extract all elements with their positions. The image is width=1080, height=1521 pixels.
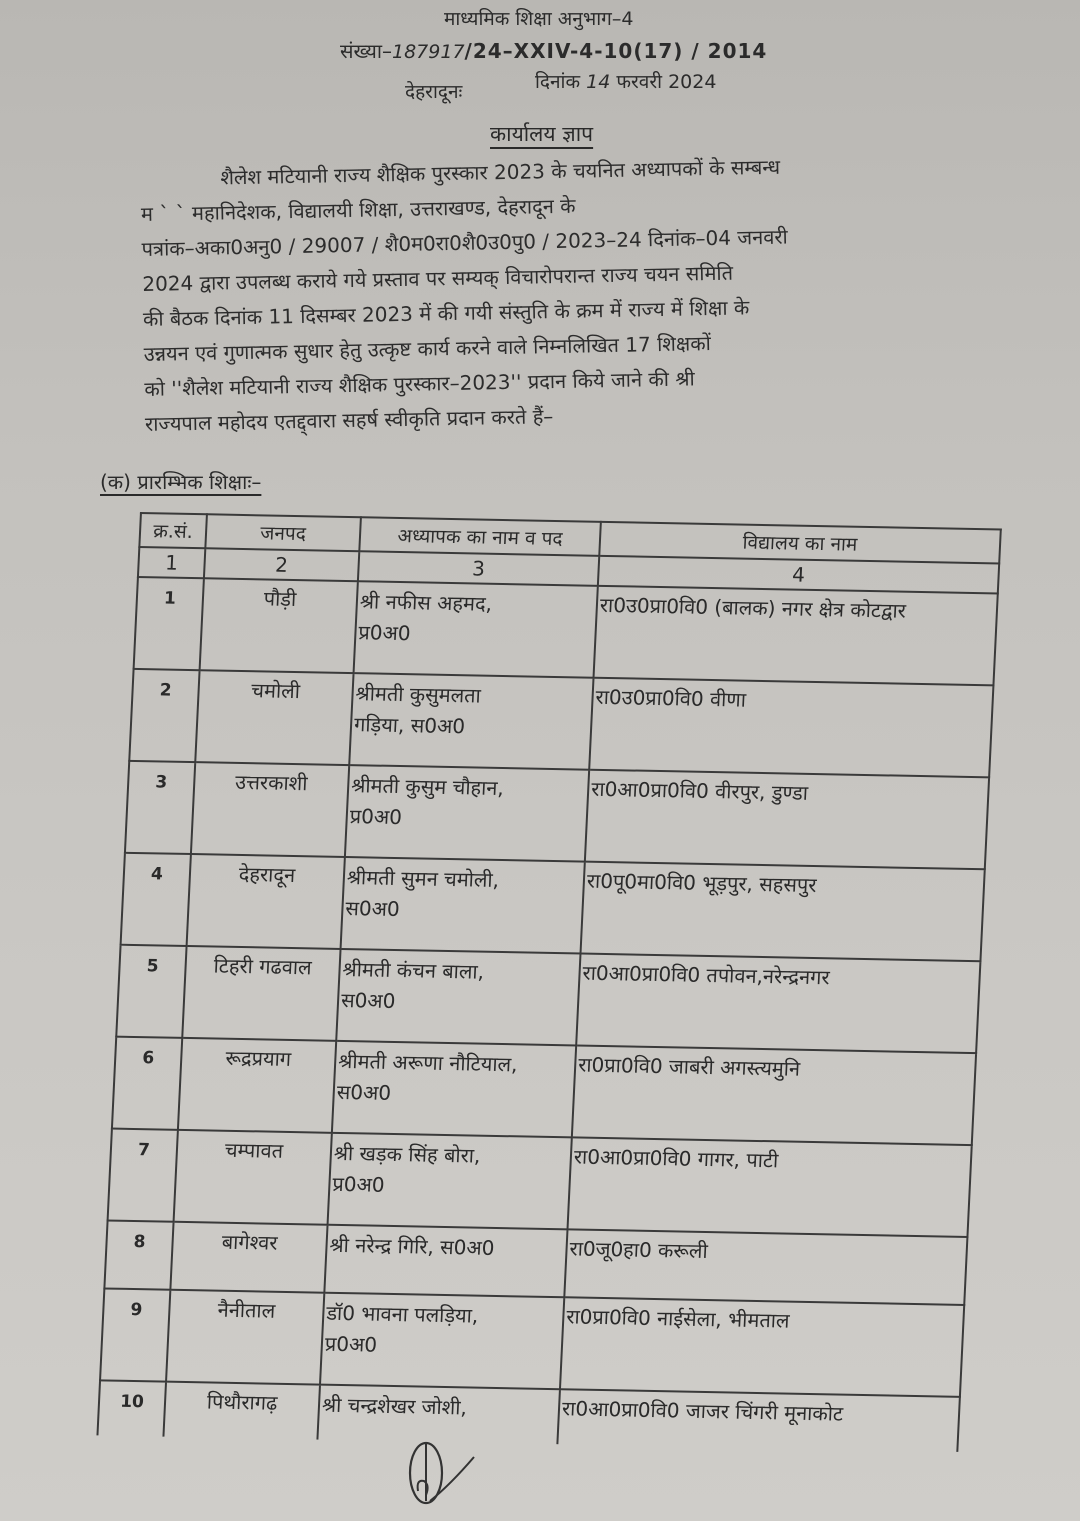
teacher-cell — [332, 1041, 576, 1138]
district-cell: पौड़ी — [200, 578, 358, 673]
district-cell: उत्तरकाशी — [191, 762, 349, 857]
header-school: विद्यालय का नाम — [599, 522, 1001, 564]
serial-cell: 6 — [112, 1037, 182, 1130]
school-cell: रा0आ0प्रा0वि0 गागर, पाटी — [568, 1137, 972, 1237]
teacher-cell — [336, 949, 580, 1046]
teacher-cell — [341, 857, 585, 954]
date-day: 14 — [586, 71, 611, 93]
school-cell: रा0आ0प्रा0वि0 तपोवन,नरेन्द्रनगर — [576, 954, 980, 1054]
teacher-cell — [320, 1293, 564, 1390]
table-row — [125, 761, 989, 869]
reference-number-label: संख्या– — [340, 39, 392, 63]
district-cell: रूद्रप्रयाग — [178, 1038, 336, 1133]
teacher-post: स0अ0 — [336, 1079, 392, 1105]
signature-icon — [400, 1435, 480, 1507]
teacher-name: श्री खड़क सिंह बोरा, — [333, 1140, 481, 1168]
school-cell: रा0उ0प्रा0वि0 (बालक) नगर क्षेत्र कोटद्वार — [594, 586, 998, 686]
header-teacher: अध्यापक का नाम व पद — [359, 517, 601, 556]
memo-date — [535, 68, 716, 94]
awardees-table — [96, 512, 1001, 1452]
paragraph-line: 2024 द्वारा उपलब्ध कराये गये प्रस्ताव पर सम्यक् विचारोपरान्त राज्य चयन समिति — [142, 260, 734, 296]
table-row — [100, 1288, 964, 1396]
school-cell: रा0जू0हा0 करूली — [564, 1229, 967, 1305]
reference-number-code: /24–XXIV-4-10(17) / 2014 — [464, 39, 768, 63]
teacher-name: श्री चन्द्रशेखर जोशी, — [321, 1392, 468, 1420]
paragraph-line: उन्नयन एवं गुणात्मक सुधार हेतु उत्कृष्ट कार्य करने वाले निम्नलिखित 17 शिक्षकों — [143, 331, 711, 366]
serial-cell: 10 — [97, 1380, 166, 1436]
memo-body-paragraph — [140, 145, 1025, 442]
table-row — [116, 945, 980, 1053]
column-number: 1 — [138, 547, 205, 578]
column-number: 4 — [598, 556, 999, 594]
serial-cell: 7 — [108, 1129, 178, 1222]
teacher-post: प्र0अ0 — [331, 1171, 386, 1197]
column-number: 2 — [204, 548, 359, 581]
serial-cell: 5 — [116, 945, 186, 1038]
teacher-cell — [349, 673, 593, 770]
district-cell: पिथौरागढ़ — [163, 1382, 320, 1440]
teacher-cell — [324, 1225, 567, 1298]
teacher-name: श्रीमती कंचन बाला, — [342, 956, 485, 984]
teacher-post: प्र0अ0 — [357, 620, 412, 646]
table-row — [108, 1129, 972, 1237]
serial-cell: 1 — [134, 577, 204, 670]
serial-cell: 3 — [125, 761, 195, 854]
teacher-post: स0अ0 — [344, 896, 401, 922]
table-row — [112, 1037, 976, 1145]
date-label: दिनांक — [535, 71, 581, 93]
teacher-cell — [328, 1133, 572, 1230]
teacher-post: प्र0अ0 — [324, 1331, 378, 1357]
paragraph-line: म ` ` महानिदेशक, विद्यालयी शिक्षा, उत्तराखण्ड, देहरादून के — [140, 193, 576, 226]
teacher-name: श्री नफीस अहमद, — [359, 589, 493, 616]
teacher-name: श्रीमती अरूणा नौटियाल, — [337, 1048, 519, 1077]
serial-cell: 8 — [104, 1221, 173, 1290]
serial-cell: 2 — [129, 669, 199, 762]
teacher-name: श्रीमती कुसुमलता — [355, 681, 482, 708]
school-cell: रा0आ0प्रा0वि0 वीरपुर, डुण्डा — [585, 770, 989, 870]
teacher-cell — [354, 581, 598, 678]
department-section: माध्यमिक शिक्षा अनुभाग–4 — [444, 8, 634, 30]
paragraph-line: पत्रांक–अका0अनु0 / 29007 / शै0म0रा0शै0उ0पु0 / 2023–24 दिनांक–04 जनवरी — [141, 224, 788, 261]
teacher-name: डॉ0 भावना पलड़िया, — [325, 1300, 479, 1328]
table-row — [129, 669, 993, 777]
school-cell: रा0आ0प्रा0वि0 जाजर चिंगरी मूनाकोट — [557, 1389, 960, 1452]
teacher-cell — [345, 765, 589, 862]
teacher-name: श्रीमती कुसुम चौहान, — [350, 773, 505, 801]
header-serial: क्र.सं. — [139, 513, 207, 548]
paragraph-line: को ''शैलेश मटियानी राज्य शैक्षिक पुरस्कार–2023'' प्रदान किये जाने की श्री — [144, 366, 695, 401]
table-row — [134, 577, 998, 685]
column-number: 3 — [358, 551, 599, 586]
paragraph-line: की बैठक दिनांक 11 दिसम्बर 2023 में की गयी संस्तुति के क्रम में राज्य में शिक्षा के — [142, 295, 750, 331]
paragraph-line: शैलेश मटियानी राज्य शैक्षिक पुरस्कार 2023 के चयनित अध्यापकों के सम्बन्ध — [220, 154, 781, 190]
serial-cell: 9 — [100, 1288, 170, 1381]
district-cell: चमोली — [195, 670, 353, 765]
teacher-name: श्री नरेन्द्र गिरि, स0अ0 — [329, 1232, 496, 1260]
teacher-post: प्र0अ0 — [349, 804, 403, 830]
district-cell: टिहरी गढवाल — [182, 946, 340, 1041]
school-cell: रा0प्रा0वि0 नाईसेला, भीमताल — [560, 1297, 964, 1397]
header-district: जनपद — [205, 514, 361, 551]
school-cell: रा0उ0प्रा0वि0 वीणा — [589, 678, 993, 778]
district-cell: बागेश्वर — [170, 1222, 327, 1293]
section-heading-primary-education: (क) प्रारम्भिक शिक्षाः– — [100, 470, 262, 494]
memo-title: कार्यालय ज्ञाप — [490, 122, 594, 146]
teacher-name: श्रीमती सुमन चमोली, — [346, 865, 500, 892]
school-cell: रा0पू0मा0वि0 भूड़पुर, सहसपुर — [581, 862, 985, 962]
reference-number-handwritten: 187917 — [392, 41, 465, 63]
table-row — [121, 853, 985, 961]
district-cell: चम्पावत — [174, 1130, 332, 1225]
paragraph-line: राज्यपाल महोदय एतद्द्वारा सहर्ष स्वीकृति प्रदान करते हैं– — [144, 404, 554, 436]
reference-number — [340, 37, 767, 64]
school-cell: रा0प्रा0वि0 जाबरी अगस्त्यमुनि — [572, 1045, 976, 1145]
awardees-table-container — [96, 512, 1019, 1452]
date-month-year: फरवरी 2024 — [616, 71, 717, 93]
district-cell: नैनीताल — [166, 1290, 324, 1385]
teacher-post: गड़िया, स0अ0 — [353, 712, 466, 739]
place-label: देहरादूनः — [405, 81, 463, 103]
serial-cell: 4 — [121, 853, 191, 946]
district-cell: देहरादून — [187, 854, 345, 949]
teacher-post: स0अ0 — [340, 987, 396, 1013]
